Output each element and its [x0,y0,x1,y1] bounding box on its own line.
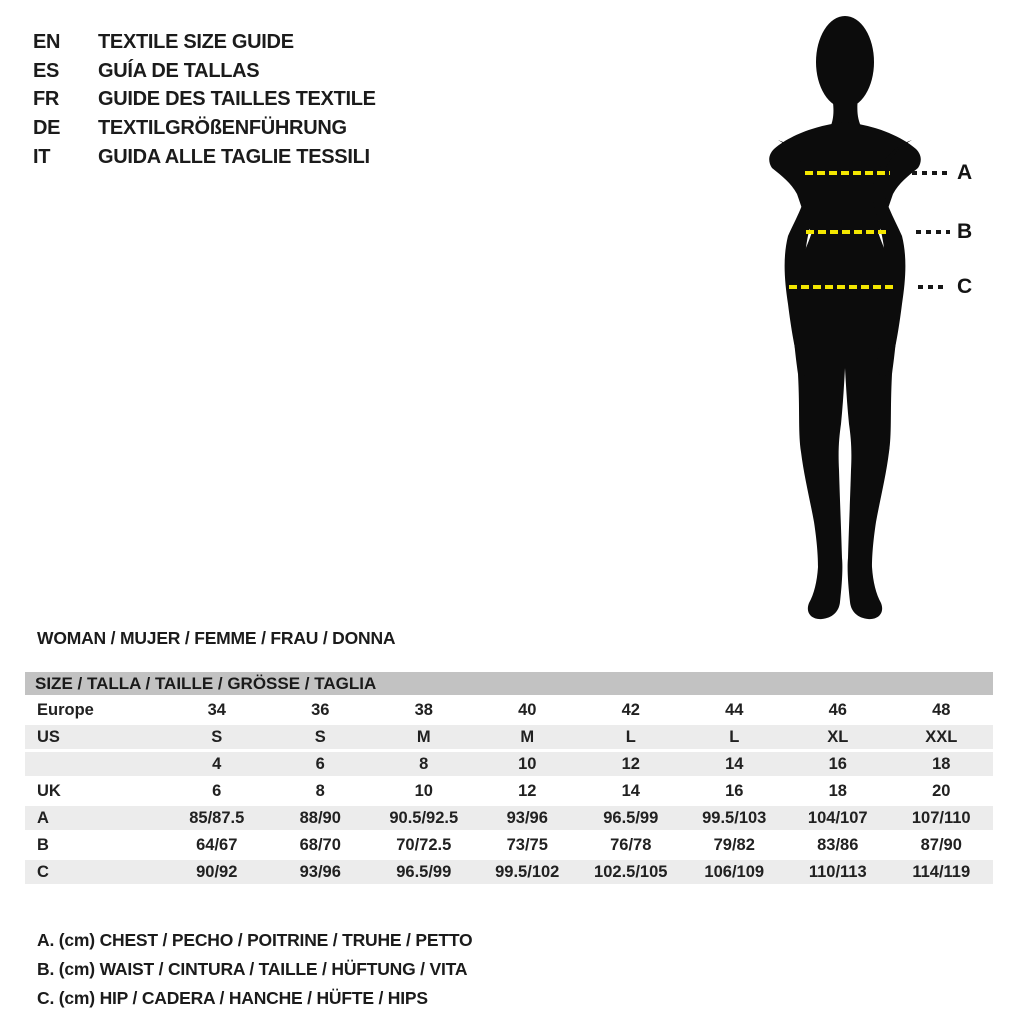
size-cell: M [476,724,580,751]
language-title: GUIDE DES TAILLES TEXTILE [98,88,376,111]
size-table [25,672,993,887]
waist-leader-line [916,230,950,234]
section-title-woman: WOMAN / MUJER / FEMME / FRAU / DONNA [37,628,396,648]
size-cell: 85/87.5 [165,805,269,832]
size-cell: 87/90 [890,832,994,859]
size-cell: 14 [683,751,787,778]
row-label: UK [25,778,165,805]
language-code: FR [33,88,60,111]
measurement-legend [37,930,472,1017]
language-row-de [33,114,376,143]
size-cell: 10 [476,751,580,778]
legend-line-chest: A. (cm) CHEST / PECHO / POITRINE / TRUHE / PETTO [37,930,473,950]
size-cell: 106/109 [683,859,787,886]
language-title: TEXTILGRÖßENFÜHRUNG [98,117,347,140]
size-cell: 6 [165,778,269,805]
size-cell: 68/70 [269,832,373,859]
size-cell: 79/82 [683,832,787,859]
size-cell: 107/110 [890,805,994,832]
size-cell: 10 [372,778,476,805]
table-row-us-numeric [25,751,993,778]
chest-leader-line [912,171,950,175]
size-cell: 42 [579,697,683,724]
size-cell: 99.5/103 [683,805,787,832]
waist-dash-line [806,230,887,234]
row-label: B [25,832,165,859]
size-cell: 14 [579,778,683,805]
size-cell: 104/107 [786,805,890,832]
size-cell: 96.5/99 [372,859,476,886]
size-cell: 73/75 [476,832,580,859]
measurement-line-chest [0,162,1024,186]
size-cell: 12 [579,751,683,778]
chest-dash-line [805,171,890,175]
size-cell: XL [786,724,890,751]
language-title: TEXTILE SIZE GUIDE [98,30,294,53]
row-label: A [25,805,165,832]
woman-silhouette-graphic [705,10,985,630]
size-cell: 16 [786,751,890,778]
language-code: IT [33,146,51,169]
size-cell: 90/92 [165,859,269,886]
size-cell: 46 [786,697,890,724]
language-code: DE [33,117,61,140]
table-row-europe [25,697,993,724]
size-cell: 40 [476,697,580,724]
legend-line-hip: C. (cm) HIP / CADERA / HANCHE / HÜFTE / HIPS [37,988,428,1008]
measurement-line-hip [0,276,1024,300]
size-cell: 4 [165,751,269,778]
hip-dash-line [789,285,897,289]
size-cell: 76/78 [579,832,683,859]
table-header-label: SIZE / TALLA / TAILLE / GRÖSSE / TAGLIA [25,672,993,697]
language-list [33,28,376,172]
size-cell: 38 [372,697,476,724]
size-cell: S [269,724,373,751]
marker-label-b: B [957,220,973,243]
size-cell: 18 [890,751,994,778]
hip-leader-line [918,285,948,289]
size-cell: XXL [890,724,994,751]
table-row-hip-c [25,859,993,886]
language-code: ES [33,59,60,82]
row-label: US [25,724,165,751]
language-row-en [33,28,376,57]
row-label: C [25,859,165,886]
size-cell: 44 [683,697,787,724]
language-title: GUIDA ALLE TAGLIE TESSILI [98,146,370,169]
measurement-line-waist [0,221,1024,245]
size-cell: 93/96 [269,859,373,886]
size-cell: 90.5/92.5 [372,805,476,832]
row-label: Europe [25,697,165,724]
size-cell: 12 [476,778,580,805]
size-cell: L [683,724,787,751]
size-cell: L [579,724,683,751]
size-cell: 20 [890,778,994,805]
row-label [25,751,165,778]
size-cell: 99.5/102 [476,859,580,886]
size-cell: 6 [269,751,373,778]
table-row-uk [25,778,993,805]
legend-line-waist: B. (cm) WAIST / CINTURA / TAILLE / HÜFTUNG / VITA [37,959,468,979]
language-title: GUÍA DE TALLAS [98,59,260,82]
size-cell: 114/119 [890,859,994,886]
size-cell: 8 [269,778,373,805]
size-cell: 96.5/99 [579,805,683,832]
language-row-es [33,57,376,86]
size-cell: 88/90 [269,805,373,832]
size-cell: 83/86 [786,832,890,859]
language-row-fr [33,86,376,115]
table-row-us [25,724,993,751]
table-row-chest-a [25,805,993,832]
language-code: EN [33,30,61,53]
size-cell: 18 [786,778,890,805]
size-cell: 34 [165,697,269,724]
body-measurement-figure [705,10,985,630]
size-cell: 102.5/105 [579,859,683,886]
table-header-row [25,672,993,697]
size-cell: M [372,724,476,751]
size-cell: 64/67 [165,832,269,859]
table-row-waist-b [25,832,993,859]
size-cell: 93/96 [476,805,580,832]
size-cell: 8 [372,751,476,778]
size-cell: 70/72.5 [372,832,476,859]
marker-label-c: C [957,275,973,298]
size-cell: 16 [683,778,787,805]
size-cell: 110/113 [786,859,890,886]
size-cell: 48 [890,697,994,724]
size-cell: 36 [269,697,373,724]
size-cell: S [165,724,269,751]
marker-label-a: A [957,161,973,184]
